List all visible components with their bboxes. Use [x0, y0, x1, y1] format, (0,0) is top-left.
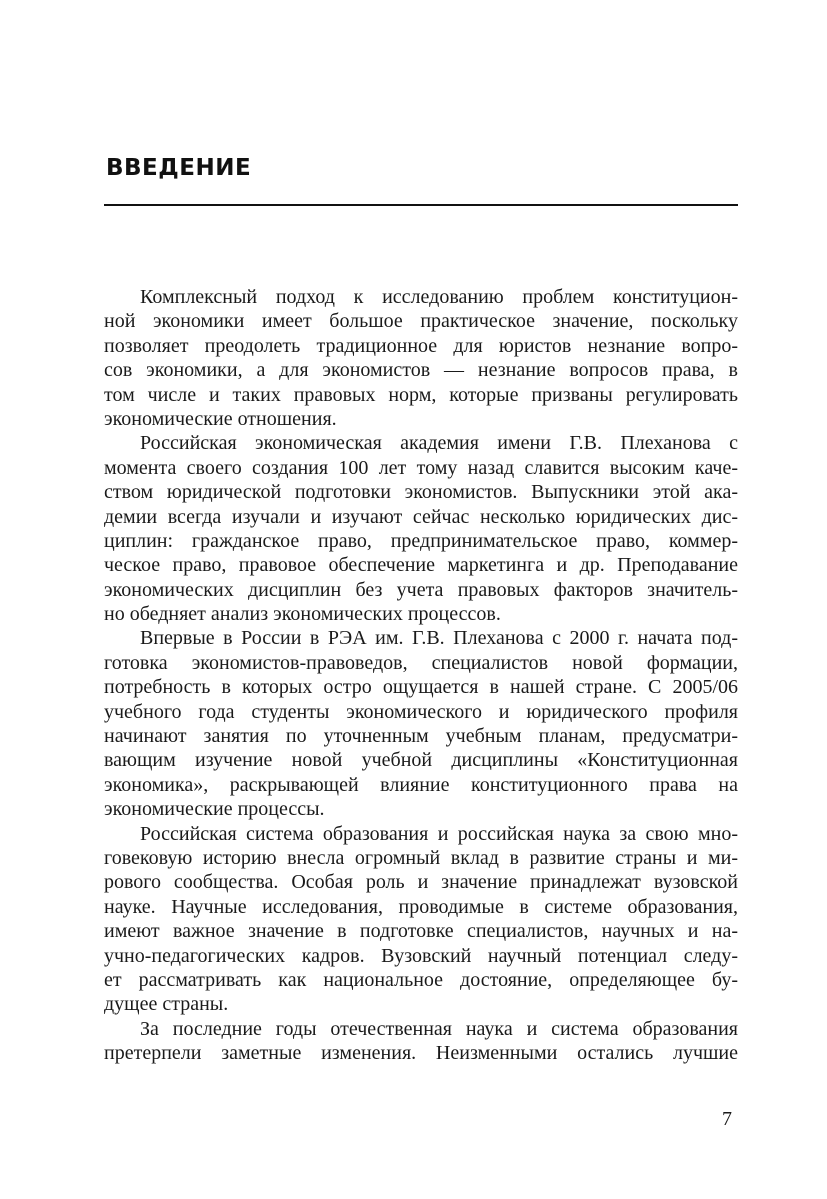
text-line: Российская экономическая академия имени Г.В. Плеханова с [140, 432, 738, 455]
text-line: претерпели заметные изменения. Неизменными остались лучшие [104, 1042, 738, 1065]
chapter-heading: ВВЕДЕНИЕ [106, 155, 252, 181]
text-line: Впервые в России в РЭА им. Г.В. Плеханова с 2000 г. начата под- [140, 627, 738, 650]
text-line: учно-педагогических кадров. Вузовский научный потенциал следу- [104, 944, 738, 967]
page-number: 7 [722, 1108, 732, 1130]
text-line: позволяет преодолеть традиционное для юристов незнание вопро- [104, 334, 738, 357]
text-line: рового сообщества. Особая роль и значение принадлежат вузовской [104, 871, 738, 894]
text-line: но обедняет анализ экономических процессов. [104, 603, 501, 626]
text-line: ет рассматривать как национальное достояние, определяющее бу- [104, 968, 738, 991]
paragraph-3 [104, 626, 738, 821]
text-line: экономика», раскрывающей влияние конституционного права на [104, 773, 738, 796]
text-line: экономических дисциплин без учета правовых факторов значитель- [104, 578, 738, 601]
text-line: За последние годы отечественная наука и система образования [140, 1017, 738, 1040]
paragraph-1 [104, 285, 738, 431]
text-line: науке. Научные исследования, проводимые в системе образования, [104, 895, 738, 918]
body-text [104, 285, 738, 1066]
text-line: дущее страны. [104, 993, 229, 1016]
text-line: вающим изучение новой учебной дисциплины «Конституционная [104, 749, 738, 772]
paragraph-2 [104, 431, 738, 626]
text-line: циплин: гражданское право, предпринимательское право, коммер- [104, 529, 738, 552]
text-line: учебного года студенты экономического и юридического профиля [104, 700, 738, 723]
text-line: потребность в которых остро ощущается в нашей стране. С 2005/06 [104, 676, 738, 699]
text-line: готовка экономистов-правоведов, специалистов новой формации, [104, 651, 738, 674]
text-line: ством юридической подготовки экономистов. Выпускники этой ака- [104, 481, 738, 504]
text-line: демии всегда изучали и изучают сейчас несколько юридических дис- [104, 505, 738, 528]
text-line: Российская система образования и российская наука за свою мно- [140, 822, 738, 845]
paragraph-5 [104, 1017, 738, 1066]
heading-rule [104, 204, 738, 206]
text-line: ной экономики имеет большое практическое значение, поскольку [104, 310, 738, 333]
text-line: экономические процессы. [104, 798, 325, 821]
text-line: экономические отношения. [104, 407, 337, 430]
paragraph-4 [104, 822, 738, 1017]
text-line: ческое право, правовое обеспечение маркетинга и др. Преподавание [104, 554, 738, 577]
text-line: Комплексный подход к исследованию проблем конституцион- [140, 286, 738, 308]
text-line: имеют важное значение в подготовке специалистов, научных и на- [104, 920, 738, 943]
text-line: том числе и таких правовых норм, которые призваны регулировать [104, 383, 738, 406]
text-line: начинают занятия по уточненным учебным планам, предусматри- [104, 725, 738, 748]
text-line: говековую историю внесла огромный вклад в развитие страны и ми- [104, 846, 738, 869]
text-line: сов экономики, а для экономистов — незнание вопросов права, в [104, 359, 738, 382]
text-line: момента своего создания 100 лет тому назад славится высоким каче- [104, 456, 738, 479]
